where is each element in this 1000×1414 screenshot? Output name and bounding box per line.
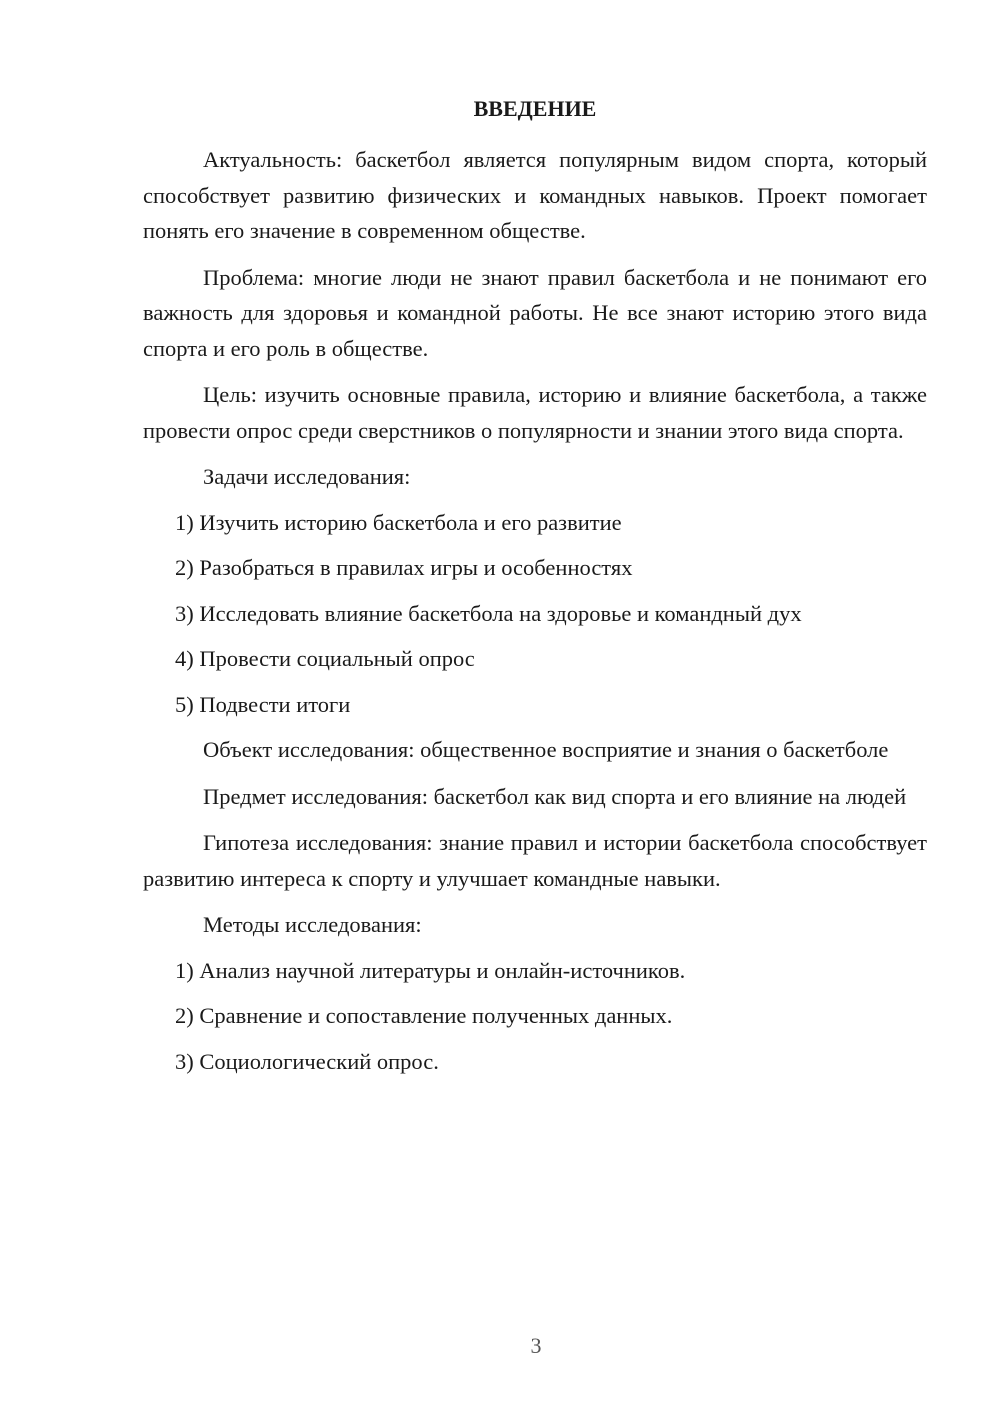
tasks-label: Задачи исследования:: [203, 464, 411, 489]
list-item: 1) Изучить историю баскетбола и его развитие: [175, 509, 622, 535]
list-item: 4) Провести социальный опрос: [175, 646, 475, 671]
methods-list: [143, 953, 927, 1080]
methods-label: Методы исследования:: [203, 912, 422, 937]
relevance-paragraph: Актуальность: баскетбол является популярным видом спорта, который способствует развитию физических и командных навыков. Проект помогает понять его значение в современном обществе.: [143, 147, 927, 243]
list-item: 2) Разобраться в правилах игры и особенностях: [175, 555, 633, 580]
page-heading: ВВЕДЕНИЕ: [473, 96, 597, 121]
hypothesis-paragraph: Гипотеза исследования: знание правил и истории баскетбола способствует развитию интереса к спорту и улучшает командные навыки.: [143, 830, 927, 891]
goal-paragraph: Цель: изучить основные правила, историю и влияние баскетбола, а также провести опрос среди сверстников о популярности и знании этого вида спорта.: [143, 382, 927, 443]
list-item: 3) Исследовать влияние баскетбола на здоровье и командный дух: [175, 600, 802, 626]
list-item: 3) Социологический опрос.: [175, 1048, 439, 1074]
tasks-list: [143, 505, 927, 723]
list-item: 1) Анализ научной литературы и онлайн-источников.: [175, 957, 686, 983]
list-item: 2) Сравнение и сопоставление полученных данных.: [175, 1003, 673, 1028]
page-number: 3: [530, 1333, 542, 1358]
list-item: 5) Подвести итоги: [175, 691, 351, 717]
document-page: [143, 94, 927, 1089]
problem-paragraph: Проблема: многие люди не знают правил баскетбола и не понимают его важность для здоровья и командной работы. Не все знают историю этого вида спорта и его роль в обществе.: [143, 264, 927, 361]
subject-paragraph: Предмет исследования: баскетбол как вид спорта и его влияние на людей: [203, 783, 907, 809]
object-paragraph: Объект исследования: общественное восприятие и знания о баскетболе: [203, 737, 889, 762]
